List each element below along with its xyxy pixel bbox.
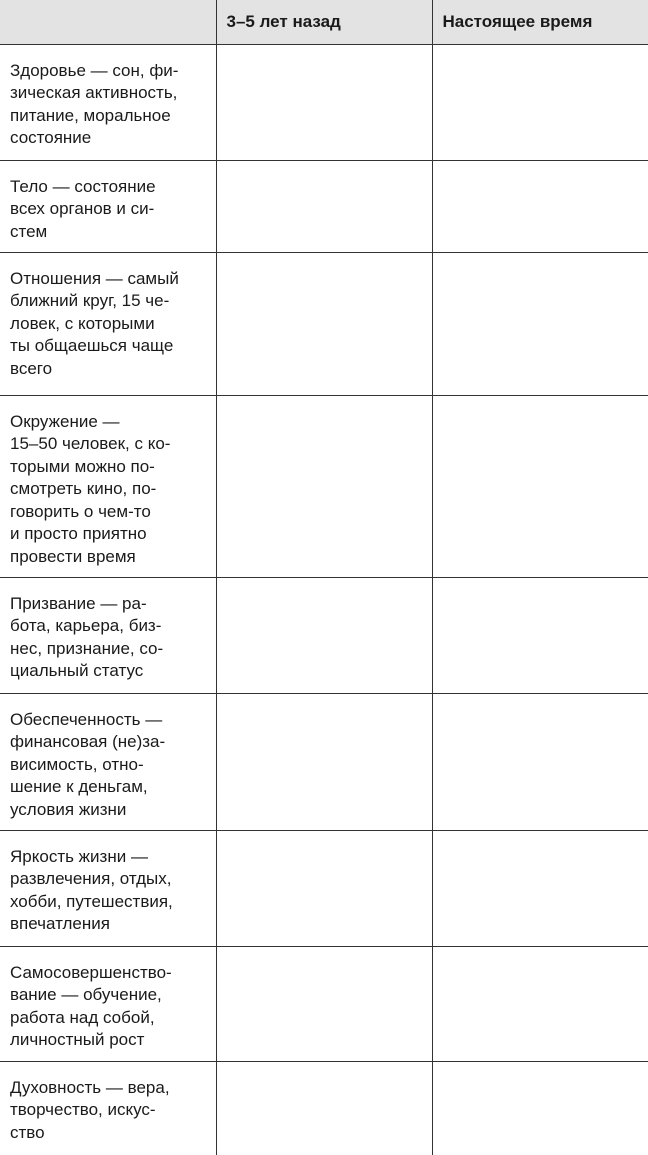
cell-environment-now[interactable] <box>432 395 648 577</box>
row-label-environment: Окружение — 15–50 человек, с ко- торыми можно по- смотреть кино, по- говорить о чем-то и просто приятно провести время <box>0 395 216 577</box>
row-label-brightness: Яркость жизни — развлечения, отдых, хобби, путешествия, впечатления <box>0 830 216 946</box>
table-row <box>0 160 648 252</box>
table-row <box>0 252 648 395</box>
cell-selfdev-now[interactable] <box>432 946 648 1061</box>
cell-brightness-now[interactable] <box>432 830 648 946</box>
cell-wealth-past[interactable] <box>216 693 432 830</box>
cell-body-now[interactable] <box>432 160 648 252</box>
row-label-health: Здоровье — сон, фи- зическая активность, питание, моральное состояние <box>0 44 216 160</box>
table-row <box>0 395 648 577</box>
cell-health-now[interactable] <box>432 44 648 160</box>
cell-spirituality-past[interactable] <box>216 1061 432 1155</box>
cell-relationships-now[interactable] <box>432 252 648 395</box>
table-row <box>0 577 648 693</box>
header-past: 3–5 лет назад <box>216 0 432 44</box>
row-label-calling: Призвание — ра- бота, карьера, биз- нес, признание, со- циальный статус <box>0 577 216 693</box>
cell-environment-past[interactable] <box>216 395 432 577</box>
table-row <box>0 44 648 160</box>
table-row <box>0 830 648 946</box>
cell-body-past[interactable] <box>216 160 432 252</box>
header-area <box>0 0 216 44</box>
cell-brightness-past[interactable] <box>216 830 432 946</box>
row-label-wealth: Обеспеченность — финансовая (не)за- висимость, отно- шение к деньгам, условия жизни <box>0 693 216 830</box>
row-label-selfdev: Самосовершенство- вание — обучение, работа над собой, личностный рост <box>0 946 216 1061</box>
table-header-row <box>0 0 648 44</box>
row-label-body: Тело — состояние всех органов и си- стем <box>0 160 216 252</box>
cell-health-past[interactable] <box>216 44 432 160</box>
cell-calling-past[interactable] <box>216 577 432 693</box>
row-label-relationships: Отношения — самый ближний круг, 15 че- ловек, с которыми ты общаешься чаще всего <box>0 252 216 395</box>
header-now: Настоящее время <box>432 0 648 44</box>
table-row <box>0 1061 648 1155</box>
row-label-spirituality: Духовность — вера, творчество, искус- ство <box>10 1077 170 1142</box>
cell-relationships-past[interactable] <box>216 252 432 395</box>
table-row <box>0 693 648 830</box>
cell-spirituality-now[interactable] <box>432 1061 648 1155</box>
cell-calling-now[interactable] <box>432 577 648 693</box>
table-row <box>0 946 648 1061</box>
cell-wealth-now[interactable] <box>432 693 648 830</box>
cell-selfdev-past[interactable] <box>216 946 432 1061</box>
